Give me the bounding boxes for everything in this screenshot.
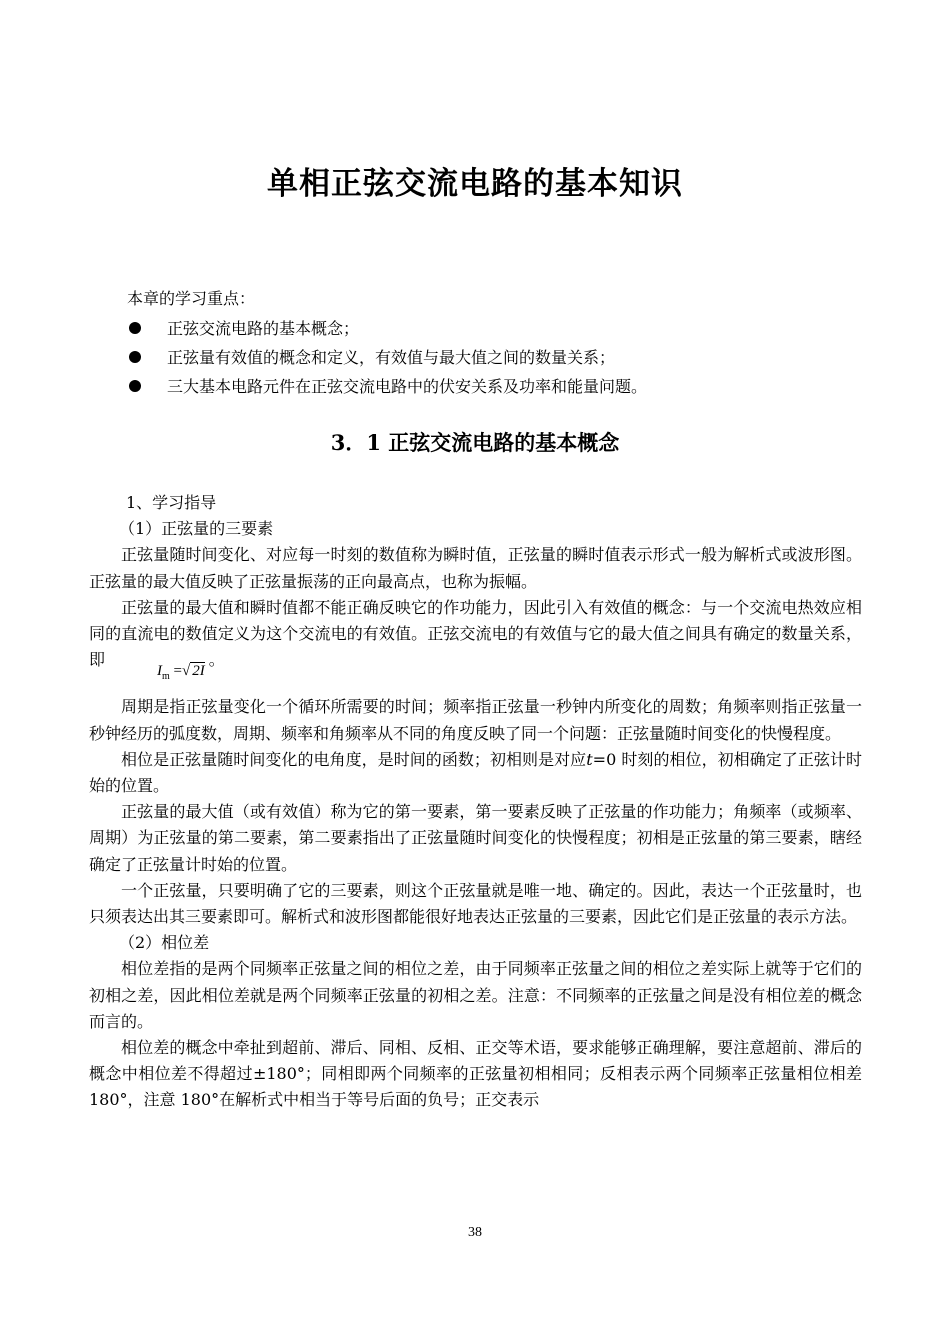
page-number: 38 [468,1225,482,1240]
paragraph: 相位差指的是两个同频率正弦量之间的相位之差，由于同频率正弦量之间的相位之差实际上就等于它们的初相之差，因此相位差就是两个同频率正弦量的初相之差。注意：不同频率的正弦量之间是没有相位差的概念而言的。 [89,959,862,1031]
paragraph-text: =0 时刻的相位，初相确定了正弦计时始的位置。 [89,749,862,796]
paragraph: （1）正弦量的三要素 [119,519,274,539]
list-item [127,313,647,342]
section-heading: 3．1 正弦交流电路的基本概念 [330,430,620,455]
paragraph-text: 相位是正弦量随时间变化的电角度，是时间的函数；初相则是对应 [121,749,587,769]
list-item [127,371,647,400]
paragraph: 正弦量随时间变化、对应每一时刻的数值称为瞬时值，正弦量的瞬时值表示形式一般为解析式或波形图。正弦量的最大值反映了正弦量振荡的正向最高点，也称为振幅。 [89,545,862,591]
paragraph: （2）相位差 [119,933,210,953]
sqrt-icon: √ [182,663,191,680]
formula [125,658,205,690]
bullet-icon [129,351,141,363]
variable-t: t [586,749,593,769]
list-item [127,342,647,371]
list-item-text: 正弦量有效值的概念和定义，有效值与最大值之间的数量关系； [167,348,616,367]
formula-subscript: m [162,671,170,683]
paragraph [89,595,862,681]
paragraph: 1、学习指导 [126,493,217,512]
list-item-text: 正弦交流电路的基本概念； [167,319,360,338]
paragraph: 正弦量的最大值（或有效值）称为它的第一要素，第一要素反映了正弦量的作功能力；角频率（或频率、周期）为正弦量的第二要素，第二要素指出了正弦量随时间变化的快慢程度；初相是正弦量的第三要素，瞎经确定了正弦量计时始的位置。 [89,802,862,874]
paragraph: 一个正弦量，只要明确了它的三要素，则这个正弦量就是唯一地、确定的。因此，表达一个正弦量时，也只须表达出其三要素即可。解析式和波形图都能很好地表达正弦量的三要素，因此它们是正弦量的表示方法。 [89,880,862,927]
paragraph: 相位差的概念中牵扯到超前、滞后、同相、反相、正交等术语，要求能够正确理解，要注意超前、滞后的概念中相位差不得超过±180°；同相即两个同频率的正弦量初相相同；反相表示两个同频率正弦量相位相差 180°，注意 180°在解析式中相当于等号后面的负号；正交表示 [89,1038,862,1110]
bullet-icon [129,322,141,334]
bullet-icon [129,380,141,392]
list-item-text: 三大基本电路元件在正弦交流电路中的伏安关系及功率和能量问题。 [167,377,648,396]
body-text [89,490,862,1114]
page-title: 单相正弦交流电路的基本知识 [267,166,683,202]
paragraph: 周期是指正弦量变化一个循环所需要的时间；频率指正弦量一秒钟内所变化的周数；角频率则指正弦量一秒钟经历的弧度数，周期、频率和角频率从不同的角度反映了同一个问题：正弦量随时间变化的快慢程度。 [89,697,862,743]
formula-rhs: 2I [192,663,205,680]
spacer [89,680,862,694]
formula-equals: = [173,663,183,680]
paragraph-text: 正弦量的最大值和瞬时值都不能正确反映它的作功能力，因此引入有效值的概念：与一个交流电热效应相同的直流电的数值定义为这个交流电的有效值。正弦交流电的有效值与它的最大值之间具有确定的数量关系，即 [89,597,862,670]
intro-text: 本章的学习重点： [127,289,256,308]
key-points-list [127,313,647,400]
formula-symbol: I [157,663,163,680]
paragraph-end: 。 [208,650,225,670]
paragraph [89,747,862,799]
